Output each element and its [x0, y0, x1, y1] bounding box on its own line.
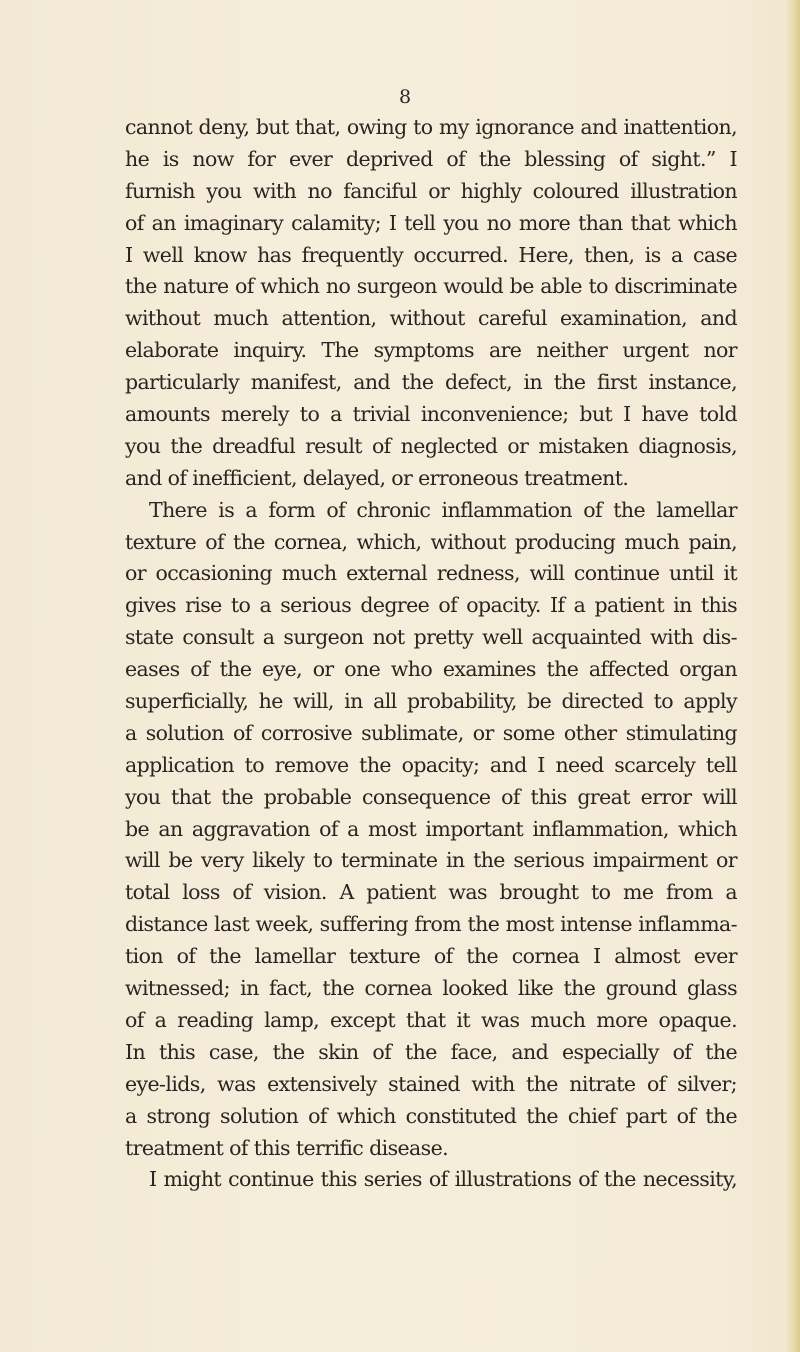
body-text — [125, 112, 737, 1196]
text-line: you that the probable consequence of this great error will — [125, 784, 737, 809]
text-line: treatment of this terrific disease. — [125, 1135, 449, 1160]
text-line: cannot deny, but that, owing to my ignorance and inattention, — [125, 115, 737, 139]
text-line: I well know has frequently occurred. Here, then, is a case — [125, 242, 737, 267]
paragraph — [125, 112, 737, 495]
text-line: state consult a surgeon not pretty well acquainted with dis- — [125, 625, 737, 650]
text-line: a strong solution of which constituted the chief part of the — [125, 1103, 737, 1128]
text-line: witnessed; in fact, the cornea looked like the ground glass — [125, 976, 737, 1001]
page-number: 8 — [398, 86, 412, 108]
paragraph — [125, 495, 737, 1165]
text-line: a solution of corrosive sublimate, or some other stimulating — [125, 720, 737, 745]
text-line: of an imaginary calamity; I tell you no more than that which — [125, 210, 737, 235]
paragraph — [125, 1164, 737, 1196]
text-line: eases of the eye, or one who examines the affected organ — [125, 657, 737, 682]
text-line: or occasioning much external redness, will continue until it — [125, 561, 737, 586]
text-line: eye-lids, was extensively stained with the nitrate of silver; — [125, 1071, 737, 1096]
text-line: of a reading lamp, except that it was much more opaque. — [125, 1007, 737, 1032]
text-line: will be very likely to terminate in the serious impairment or — [125, 848, 737, 873]
text-line: you the dreadful result of neglected or mistaken diagnosis, — [125, 433, 737, 458]
text-line: texture of the cornea, which, without producing much pain, — [125, 529, 737, 554]
text-line: application to remove the opacity; and I need scarcely tell — [125, 752, 737, 777]
text-line: superficially, he will, in all probability, be directed to apply — [125, 689, 737, 714]
text-line: distance last week, suffering from the most intense inflamma- — [125, 912, 737, 937]
text-line: gives rise to a serious degree of opacity. If a patient in this — [125, 593, 737, 618]
text-line: In this case, the skin of the face, and especially of the — [125, 1039, 737, 1064]
text-line: particularly manifest, and the defect, in the first instance, — [125, 370, 737, 395]
text-line: the nature of which no surgeon would be able to discriminate — [125, 274, 737, 299]
text-line: furnish you with no fanciful or highly coloured illustration — [125, 178, 737, 203]
text-line: he is now for ever deprived of the blessing of sight.” I — [125, 146, 737, 171]
text-line: without much attention, without careful examination, and — [125, 306, 737, 331]
page-edge — [786, 0, 800, 1352]
text-line: amounts merely to a trivial inconvenience; but I have told — [125, 402, 737, 427]
text-line: be an aggravation of a most important inflammation, which — [125, 816, 737, 841]
text-line: and of inefficient, delayed, or erroneous treatment. — [125, 465, 629, 490]
text-line: total loss of vision. A patient was brought to me from a — [125, 880, 737, 905]
text-line: elaborate inquiry. The symptoms are neither urgent nor — [125, 338, 737, 363]
text-line: I might continue this series of illustrations of the necessity, — [149, 1167, 737, 1192]
text-line: There is a form of chronic inflammation of the lamellar — [149, 497, 737, 522]
text-line: tion of the lamellar texture of the cornea I almost ever — [125, 944, 737, 969]
